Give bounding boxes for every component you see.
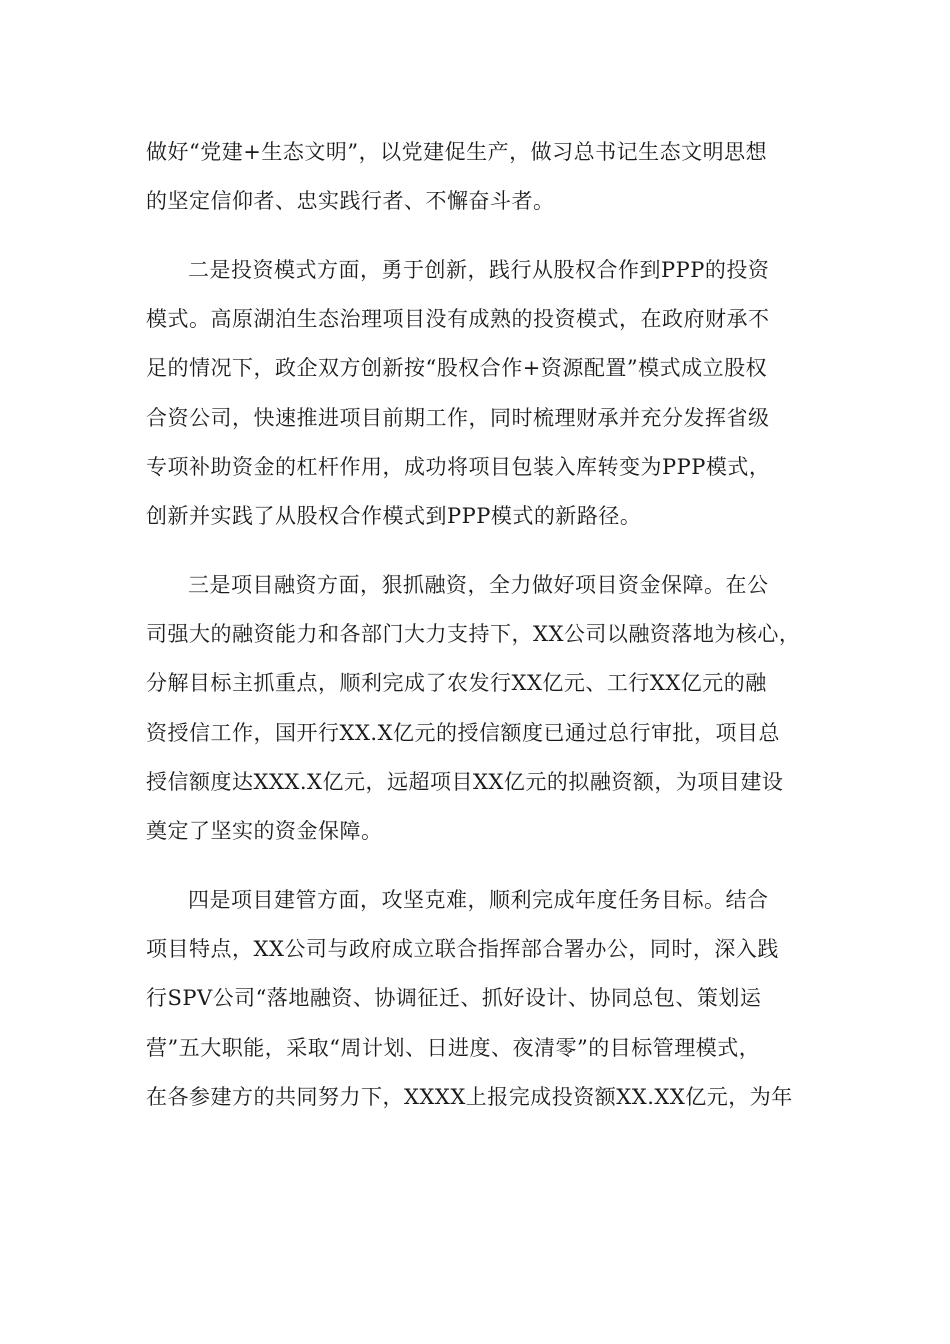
paragraph-4-line-2: 项目特点，XX公司与政府成立联合指挥部合署办公，同时，深入践 xyxy=(146,937,779,961)
paragraph-4-line-3: 行SPV公司“落地融资、协调征迁、抓好设计、协同总包、策划运 xyxy=(146,986,762,1010)
paragraph-3-line-4: 资授信工作，国开行XX.X亿元的授信额度已通过总行审批，项目总 xyxy=(146,721,781,745)
paragraph-3-line-3: 分解目标主抓重点，顺利完成了农发行XX亿元、工行XX亿元的融 xyxy=(146,671,767,695)
paragraph-1-line-2: 的坚定信仰者、忠实践行者、不懈奋斗者。 xyxy=(146,189,555,213)
paragraph-2-line-6: 创新并实践了从股权合作模式到PPP模式的新路径。 xyxy=(146,504,642,528)
paragraph-3-line-5: 授信额度达XXX.X亿元，远超项目XX亿元的拟融资额，为项目建设 xyxy=(146,770,784,794)
paragraph-2-line-2: 模式。高原湖泊生态治理项目没有成熟的投资模式，在政府财承不 xyxy=(146,307,770,331)
paragraph-3-line-2: 司强大的融资能力和各部门大力支持下，XX公司以融资落地为核心， xyxy=(146,622,801,646)
paragraph-4-line-5: 在各参建方的共同努力下，XXXX上报完成投资额XX.XX亿元，为年 xyxy=(146,1085,793,1109)
paragraph-4-line-4: 营”五大职能，采取“周计划、日进度、夜清零”的目标管理模式， xyxy=(146,1036,761,1060)
paragraph-2-line-4: 合资公司，快速推进项目前期工作，同时梳理财承并充分发挥省级 xyxy=(146,406,770,430)
paragraph-3-line-1: 三是项目融资方面，狠抓融资，全力做好项目资金保障。在公 xyxy=(188,573,769,597)
paragraph-2-line-1: 二是投资模式方面，勇于创新，践行从股权合作到PPP的投资 xyxy=(188,258,770,282)
paragraph-2-line-5: 专项补助资金的杠杆作用，成功将项目包装入库转变为PPP模式， xyxy=(146,455,771,479)
paragraph-3-line-6: 奠定了坚实的资金保障。 xyxy=(146,819,383,843)
paragraph-4-line-1: 四是项目建管方面，攻坚克难，顺利完成年度任务目标。结合 xyxy=(188,888,769,912)
paragraph-2-line-3: 足的情况下，政企双方创新按“股权合作+资源配置”模式成立股权 xyxy=(146,356,768,380)
paragraph-1-line-1: 做好“党建+生态文明”，以党建促生产，做习总书记生态文明思想 xyxy=(146,140,768,164)
